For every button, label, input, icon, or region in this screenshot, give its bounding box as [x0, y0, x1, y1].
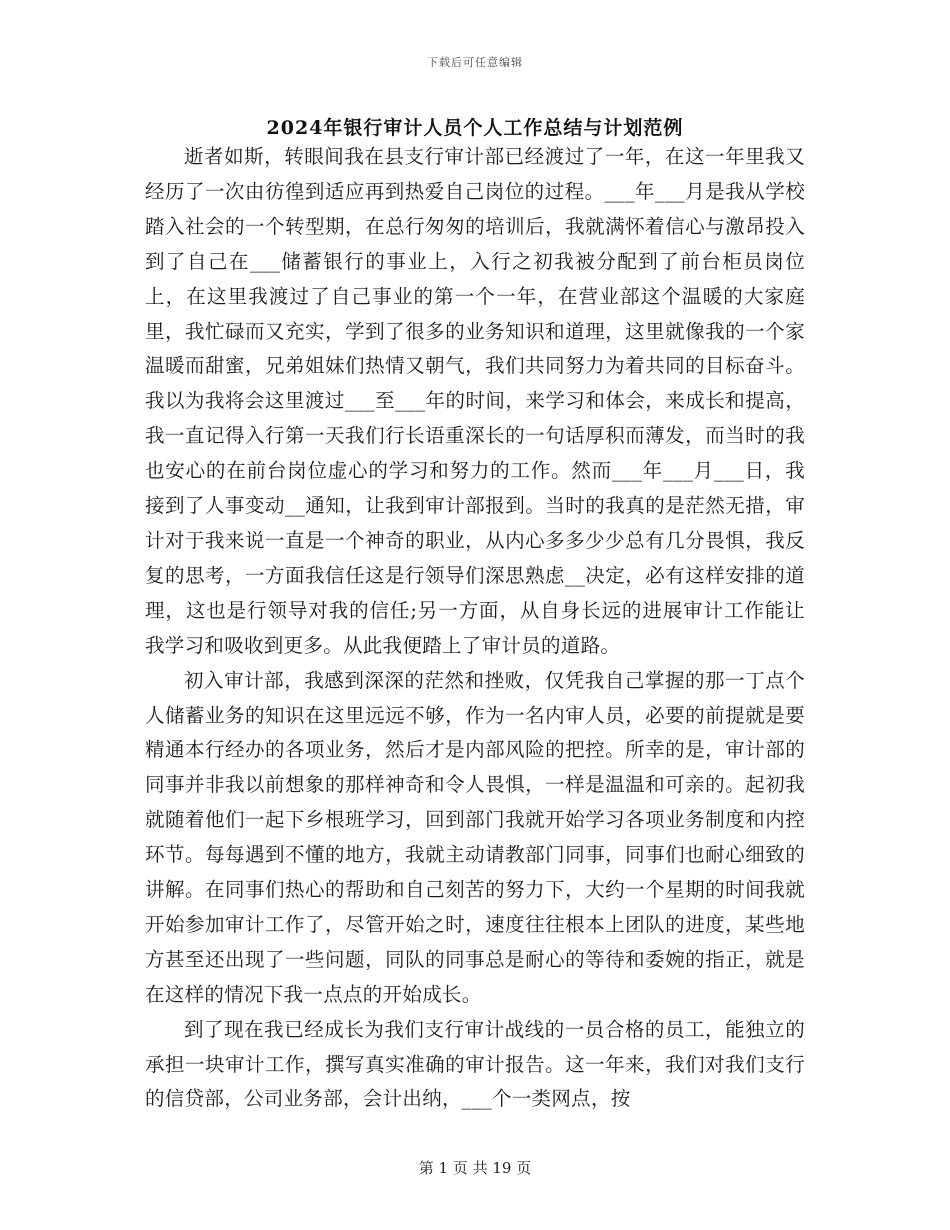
header-note: 下载后可任意编辑	[427, 56, 523, 69]
paragraph: 初入审计部，我感到深深的茫然和挫败，仅凭我自己掌握的那一丁点个人储蓄业务的知识在这里远远不够，作为一名内审人员，必要的前提就是要精通本行经办的各项业务，然后才是内部风险的把控。所幸的是，审计部的同事并非我以前想象的那样神奇和令人畏惧，一样是温温和可亲的。起初我就随着他们一起下乡根班学习，回到部门我就开始学习各项业务制度和内控环节。每每遇到不懂的地方，我就主动请教部门同事，同事们也耐心细致的讲解。在同事们热心的帮助和自己刻苦的努力下，大约一个星期的时间我就开始参加审计工作了，尽管开始之时，速度往往根本上团队的进度，某些地方甚至还出现了一些问题，同队的同事总是耐心的等待和委婉的指正，就是在这样的情况下我一点点的开始成长。	[145, 668, 805, 1006]
document-body	[145, 140, 805, 1117]
page-number: 第 1 页 共 19 页	[418, 1159, 532, 1177]
paragraph: 到了现在我已经成长为我们支行审计战线的一员合格的员工，能独立的承担一块审计工作，撰写真实准确的审计报告。这一年来，我们对我们支行的信贷部，公司业务部，会计出纳，___个一类网点，按	[145, 1017, 805, 1111]
document-title: 2024年银行审计人员个人工作总结与计划范例	[266, 117, 684, 139]
paragraph: 逝者如斯，转眼间我在县支行审计部已经渡过了一年，在这一年里我又经历了一次由彷徨到适应再到热爱自己岗位的过程。___年___月是我从学校踏入社会的一个转型期，在总行匆匆的培训后，我就满怀着信心与激昂投入到了自己在___储蓄银行的事业上，入行之初我被分配到了前台柜员岗位上，在这里我渡过了自己事业的第一个一年，在营业部这个温暖的大家庭里，我忙碌而又充实，学到了很多的业务知识和道理，这里就像我的一个家温暖而甜蜜，兄弟姐妹们热情又朝气，我们共同努力为着共同的目标奋斗。我以为我将会这里渡过___至___年的时间，来学习和体会，来成长和提高，我一直记得入行第一天我们行长语重深长的一句话厚积而薄发，而当时的我也安心的在前台岗位虚心的学习和努力的工作。然而___年___月___日，我接到了人事变动__通知，让我到审计部报到。当时的我真的是茫然无措，审计对于我来说一直是一个神奇的职业，从内心多多少少总有几分畏惧，我反复的思考，一方面我信任这是行领导们深思熟虑__决定，必有这样安排的道理，这也是行领导对我的信任;另一方面，从自身长远的进展审计工作能让我学习和吸收到更多。从此我便踏上了审计员的道路。	[145, 145, 805, 657]
